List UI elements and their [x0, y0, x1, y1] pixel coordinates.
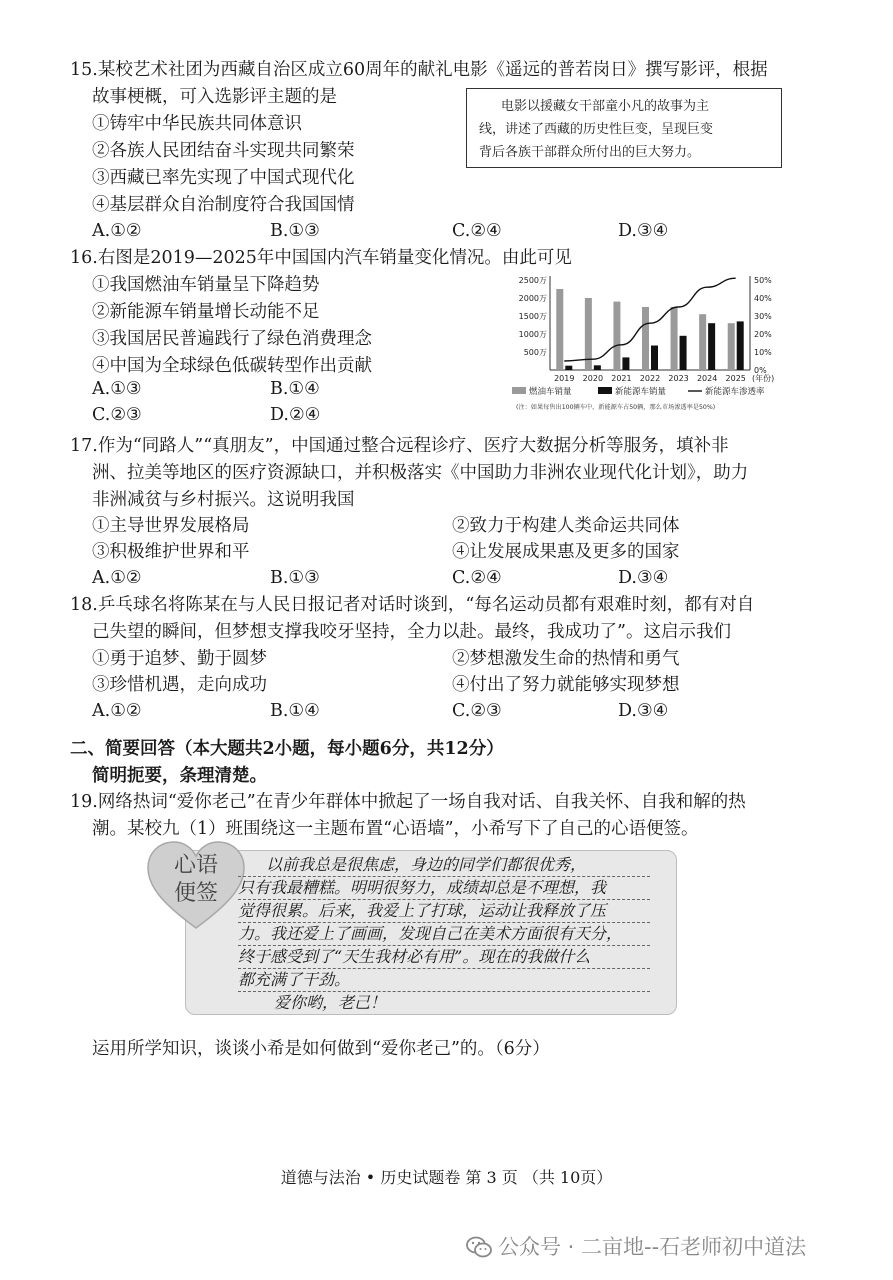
fuel-bar [642, 307, 649, 370]
q17-option-a[interactable]: A.①② [92, 568, 142, 588]
q17-item-3: ③积极维护世界和平 [92, 542, 250, 562]
q15-option-c[interactable]: C.②④ [452, 221, 502, 241]
legend-ev-swatch [598, 387, 612, 394]
q18-option-d[interactable]: D.③④ [618, 701, 669, 721]
y-right-tick-label: 0% [754, 366, 767, 375]
q15-box-line: 线，讲述了西藏的历史性巨变，呈现巨变 [479, 122, 714, 137]
fuel-bar [556, 289, 563, 370]
q16-item-2: ②新能源车销量增长动能不足 [92, 302, 320, 322]
fuel-bar [728, 323, 735, 370]
y-left-tick-label: 1500万 [518, 312, 547, 321]
q18-stem-line2: 己失望的瞬间，但梦想支撑我咬牙坚持，全力以赴。最终，我成功了”。这启示我们 [92, 622, 731, 642]
q16-item-1: ①我国燃油车销量呈下降趋势 [92, 275, 320, 295]
legend-fuel-label: 燃油车销量 [529, 387, 572, 397]
y-right-tick-label: 40% [754, 294, 772, 303]
legend-penetration-label: 新能源车渗透率 [705, 387, 765, 397]
watermark-text: 公众号 · 二亩地--石老师初中道法 [498, 1235, 807, 1259]
note-line: 只有我最糟糕。明明很努力，成绩却总是不理想，我 [238, 877, 650, 900]
q16-option-b[interactable]: B.①④ [270, 379, 320, 399]
x-tick-label: 2023 [668, 374, 689, 383]
q15-box-line: 背后各族干部群众所付出的巨大努力。 [479, 145, 701, 160]
x-unit-label: (年份) [752, 374, 775, 383]
q17-item-4: ④让发展成果惠及更多的国家 [452, 542, 680, 562]
note-line: 以前我总是很焦虑，身边的同学们都很优秀， [238, 854, 650, 877]
y-left-tick-label: 1000万 [518, 330, 547, 339]
q15-synopsis-box [466, 88, 782, 168]
q17-stem-line1: 17.作为“同路人”“真朋友”，中国通过整合远程诊疗、医疗大数据分析等服务，填补非 [70, 436, 729, 456]
y-left-tick-label: 2500万 [518, 276, 547, 285]
ev-bar [680, 336, 687, 370]
heart-label-line2: 便签 [173, 881, 218, 906]
note-line: 终于感受到了“天生我材必有用”。现在的我做什么 [238, 946, 650, 969]
legend-ev-label: 新能源车销量 [615, 387, 667, 397]
x-tick-label: 2025 [725, 374, 746, 383]
q18-item-1: ①勇于追梦、勤于圆梦 [92, 649, 267, 669]
q15-item-4: ④基层群众自治制度符合我国国情 [92, 195, 355, 215]
ev-bar [622, 357, 629, 370]
heart-label-line1: 心语 [173, 853, 218, 878]
fuel-bar [613, 302, 620, 370]
q15-option-b[interactable]: B.①③ [270, 221, 320, 241]
section-2-title: 二、简要回答（本大题共2小题，每小题6分，共12分） [70, 739, 504, 759]
x-tick-label: 2022 [639, 374, 661, 383]
q16-item-4: ④中国为全球绿色低碳转型作出贡献 [92, 356, 372, 376]
q17-item-1: ①主导世界发展格局 [92, 516, 250, 536]
y-right-tick-label: 50% [754, 276, 772, 285]
q15-option-d[interactable]: D.③④ [618, 221, 669, 241]
q19-stem-line1: 19.网络热词“爱你老己”在青少年群体中掀起了一场自我对话、自我关怀、自我和解的热 [70, 792, 746, 812]
y-right-tick-label: 20% [754, 330, 772, 339]
q15-item-2: ②各族人民团结奋斗实现共同繁荣 [92, 141, 355, 161]
q15-option-a[interactable]: A.①② [92, 221, 142, 241]
q18-option-a[interactable]: A.①② [92, 701, 142, 721]
ev-bar [737, 321, 744, 370]
heart-label [166, 852, 226, 908]
fuel-bar [671, 307, 678, 370]
ev-bar [708, 323, 715, 370]
x-tick-label: 2021 [611, 374, 632, 383]
q17-item-2: ②致力于构建人类命运共同体 [452, 516, 680, 536]
note-line: 爱你哟，老己！ [274, 993, 387, 1012]
note-line: 力。我还爱上了画画，发现自己在美术方面很有天分， [238, 923, 650, 946]
legend-fuel-swatch [512, 387, 526, 394]
page-footer: 道德与法治 • 历史试题卷 第 3 页 （共 10页） [280, 1168, 613, 1187]
x-tick-label: 2024 [696, 374, 718, 383]
car-sales-chart [502, 268, 792, 428]
y-left-tick-label: 2000万 [518, 294, 547, 303]
ev-bar [651, 346, 658, 370]
q19-stem-line2: 潮。某校九（1）班围绕这一主题布置“心语墙”，小希写下了自己的心语便签。 [92, 819, 699, 839]
x-tick-label: 2019 [554, 374, 575, 383]
note-line: 都充满了干劲。 [238, 969, 650, 992]
y-left-tick-label: 500万 [523, 348, 547, 357]
q16-option-c[interactable]: C.②③ [92, 405, 142, 425]
chart-note: (注：如果每售出100辆车中，新能源车占50辆，那么市场渗透率是50%) [516, 404, 716, 411]
ev-bar [594, 365, 601, 370]
q16-item-3: ③我国居民普遍践行了绿色消费理念 [92, 329, 372, 349]
q15-stem-line1: 15.某校艺术社团为西藏自治区成立60周年的献礼电影《遥远的普若岗日》撰写影评，根据 [70, 60, 768, 80]
q18-stem-line1: 18.乒乓球名将陈某在与人民日报记者对话时谈到，“每名运动员都有艰难时刻，都有对自 [70, 595, 755, 615]
q17-option-d[interactable]: D.③④ [618, 568, 669, 588]
q15-box-line: 电影以援藏女干部童小凡的故事为主 [501, 99, 710, 114]
q16-stem: 16.右图是2019—2025年中国国内汽车销量变化情况。由此可见 [70, 248, 572, 268]
q17-option-c[interactable]: C.②④ [452, 568, 502, 588]
q16-option-d[interactable]: D.②④ [270, 405, 321, 425]
q19-prompt: 运用所学知识，谈谈小希是如何做到“爱你老己”的。（6分） [92, 1039, 550, 1059]
ev-bar [565, 366, 572, 370]
x-tick-label: 2020 [582, 374, 604, 383]
q18-item-4: ④付出了努力就能够实现梦想 [452, 675, 680, 695]
y-right-tick-label: 10% [754, 348, 772, 357]
car-sales-chart-svg [502, 268, 792, 428]
section-2-instruction: 简明扼要，条理清楚。 [92, 766, 267, 786]
q17-stem-line2: 洲、拉美等地区的医疗资源缺口，并积极落实《中国助力非洲农业现代化计划》，助力 [92, 463, 749, 483]
wechat-icon [466, 1235, 492, 1259]
note-line: 觉得很累。后来，我爱上了打球，运动让我释放了压 [238, 900, 650, 923]
fuel-bar [699, 314, 706, 370]
q17-stem-line3: 非洲减贫与乡村振兴。这说明我国 [92, 490, 355, 510]
q16-option-a[interactable]: A.①③ [92, 379, 142, 399]
q15-item-3: ③西藏已率先实现了中国式现代化 [92, 168, 355, 188]
q17-option-b[interactable]: B.①③ [270, 568, 320, 588]
q18-option-c[interactable]: C.②③ [452, 701, 502, 721]
q18-option-b[interactable]: B.①④ [270, 701, 320, 721]
y-right-tick-label: 30% [754, 312, 772, 321]
q15-item-1: ①铸牢中华民族共同体意识 [92, 114, 302, 134]
q15-stem-line2: 故事梗概，可入选影评主题的是 [92, 87, 337, 107]
q18-item-2: ②梦想激发生命的热情和勇气 [452, 649, 680, 669]
q18-item-3: ③珍惜机遇，走向成功 [92, 675, 267, 695]
